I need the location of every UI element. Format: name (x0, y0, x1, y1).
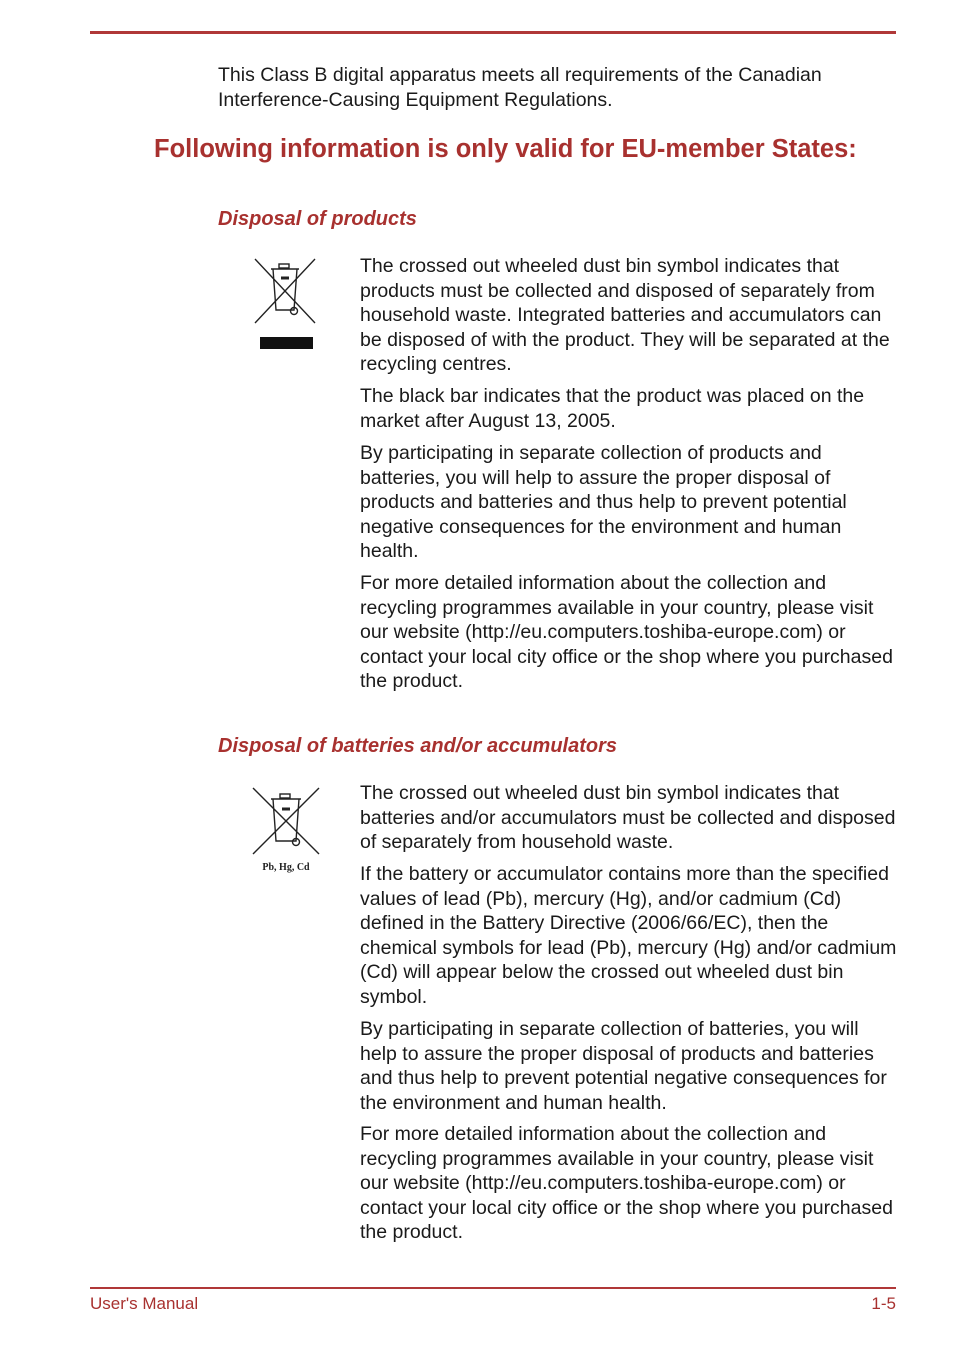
crossed-out-wheeled-bin-icon (252, 256, 318, 326)
batteries-paragraph-3: By participating in separate collection of batteries, you will help to assure the proper disposal of products and batteries and thus help to prevent potential negative consequences for the environment and human health. (360, 1018, 887, 1114)
products-paragraph-3: By participating in separate collection of products and batteries, you will help to assure the proper disposal of products and batteries and thus help to prevent potential negative consequences for the environment and human health. (360, 442, 847, 562)
batteries-paragraph-1: The crossed out wheeled dust bin symbol indicates that batteries and/or accumulators must be collected and disposed of separately from household waste. (360, 782, 896, 853)
header-rule (90, 31, 896, 34)
black-bar (260, 337, 313, 349)
products-paragraph-2: The black bar indicates that the product was placed on the market after August 13, 2005. (360, 385, 865, 432)
batteries-subheading: Disposal of batteries and/or accumulators (218, 735, 617, 757)
products-paragraph-1: The crossed out wheeled dust bin symbol indicates that products must be collected and disposed of separately from household waste. Integrated batteries and accumulators can be disposed of with the product. They will be separated at the recycling centres. (360, 255, 890, 375)
products-paragraph-4: For more detailed information about the collection and recycling programmes available in your country, please visit our website (http://eu.computers.toshiba-europe.com) or contact your local city office or the shop where you purchased the product. (360, 572, 893, 692)
products-subheading: Disposal of products (218, 208, 417, 230)
chemical-symbols-label: Pb, Hg, Cd (262, 862, 310, 873)
section-heading: Following information is only valid for EU-member States: (154, 135, 857, 163)
batteries-paragraph-4: For more detailed information about the collection and recycling programmes available in your country, please visit our website (http://eu.computers.toshiba-europe.com) or contact your local city office or the shop where you purchased the product. (360, 1123, 893, 1243)
page-number: 1-5 (871, 1294, 896, 1313)
intro-paragraph: This Class B digital apparatus meets all requirements of the Canadian Interference-Causing Equipment Regulations. (218, 64, 822, 111)
footer-manual-title: User's Manual (90, 1294, 199, 1313)
crossed-out-wheeled-bin-icon (250, 785, 322, 857)
batteries-paragraph-2: If the battery or accumulator contains more than the specified values of lead (Pb), mercury (Hg), and/or cadmium (Cd) defined in the Battery Directive (2006/66/EC), then the chemical symbols for lead (Pb), mercury (Hg) and/or cadmium (Cd) will appear below the crossed out wheeled dust bin symbol. (360, 863, 897, 1008)
footer-rule (90, 1287, 896, 1289)
